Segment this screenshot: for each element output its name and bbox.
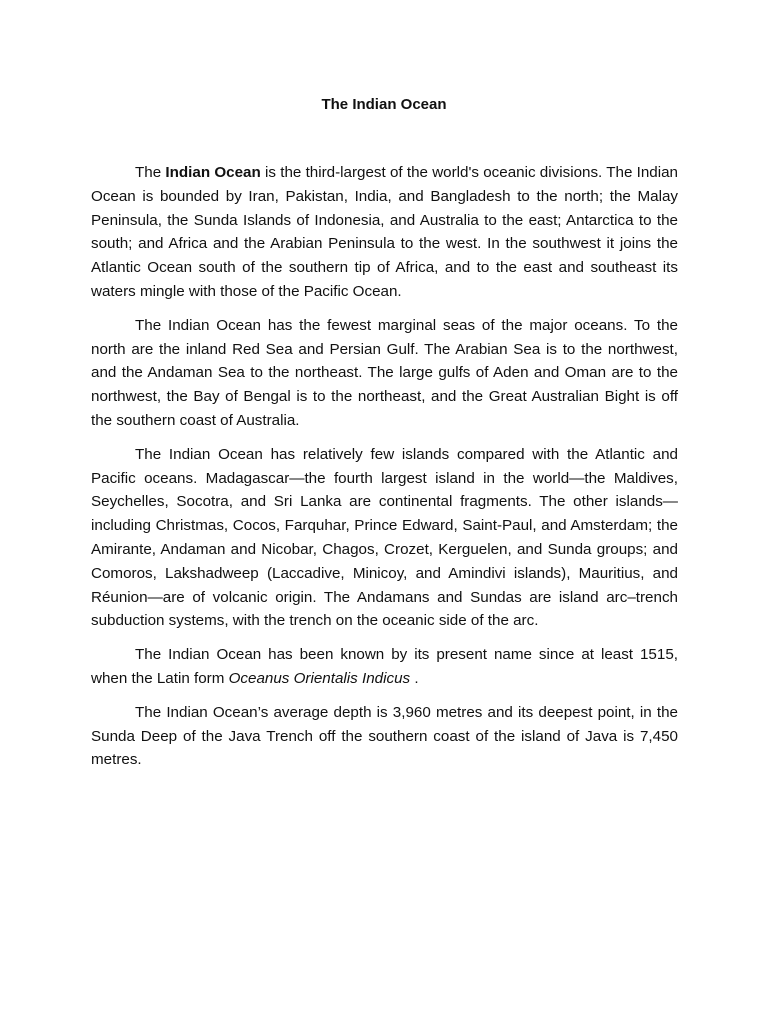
paragraph-1-rest: is the third-largest of the world's oceanic divisions. The Indian Ocean is bounded by Iran, Pakistan, India, and Bangladesh to the north; the Malay Peninsula, the Sunda Islands of Indonesia, and Australia to the east; Antarctica to the south; and Africa and the Arabian Peninsula to the west. In the southwest it joins the Atlantic Ocean south of the southern tip of Africa, and to the east and southeast its waters mingle with those of the Pacific Ocean. [91,164,679,300]
document-title: The Indian Ocean [321,96,447,113]
paragraph-3: The Indian Ocean has relatively few islands compared with the Atlantic and Pacific oceans. Madagascar—the fourth largest island in the world—the Maldives, Seychelles, Socotra, and Sri Lanka are continental fragments. The other islands—including Christmas, Cocos, Farquhar, Prince Edward, Saint-Paul, and Amsterdam; the Amirante, Andaman and Nicobar, Chagos, Crozet, Kerguelen, and Sunda groups; and Comoros, Lakshadweep (Laccadive, Minicoy, and Amindivi islands), Mauritius, and Réunion—are of volcanic origin. The Andamans and Sundas are island arc–trench subduction systems, with the trench on the oceanic side of the arc. [91,445,678,630]
paragraph-4-rest: . [410,669,419,687]
paragraph-1-lead: The [135,164,166,181]
paragraph-4 [91,643,678,691]
paragraph-4-italic-term: Oceanus Orientalis Indicus [228,669,411,687]
paragraph-5: The Indian Ocean’s average depth is 3,960 metres and its deepest point, in the Sunda Deep of the Java Trench off the southern coast of the island of Java is 7,450 metres. [91,703,678,769]
paragraph-1-bold-term: Indian Ocean [165,164,261,181]
paragraph-2: The Indian Ocean has the fewest marginal seas of the major oceans. To the north are the inland Red Sea and Persian Gulf. The Arabian Sea is to the northwest, and the Andaman Sea to the northeast. The large gulfs of Aden and Oman are to the northwest, the Bay of Bengal is to the northeast, and the Great Australian Bight is off the southern coast of Australia. [91,316,678,429]
paragraph-4-lead: The Indian Ocean has been known by its present name since at least 1515, when the Latin form [91,646,678,687]
document-body [91,161,678,782]
paragraph-1 [91,161,678,304]
